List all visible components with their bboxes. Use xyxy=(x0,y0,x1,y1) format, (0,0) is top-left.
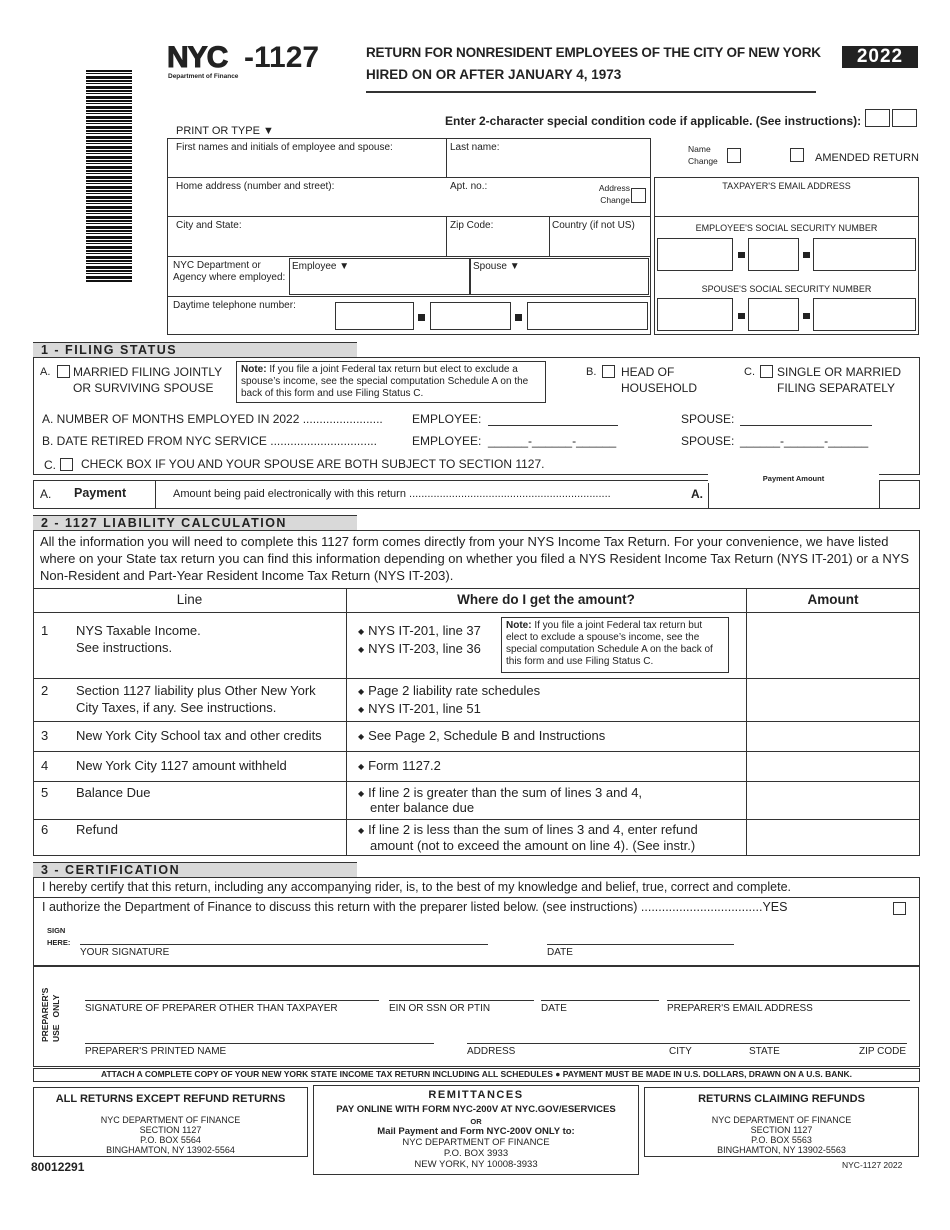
print-or-type: PRINT OR TYPE ▼ xyxy=(176,125,274,137)
row-2-desc1: Section 1127 liability plus Other New York xyxy=(76,683,316,698)
row-4-desc1: New York City 1127 amount withheld xyxy=(76,758,287,773)
months-spouse-field[interactable] xyxy=(740,425,872,426)
retired-employee-label: EMPLOYEE: xyxy=(412,434,482,448)
filing-a-text2: OR SURVIVING SPOUSE xyxy=(73,381,214,395)
special-code-label: Enter 2-character special condition code if applicable. (See instructions): xyxy=(445,114,862,128)
certification-header: 3 - CERTIFICATION xyxy=(33,862,357,877)
row-2-desc2: City Taxes, if any. See instructions. xyxy=(76,700,277,715)
row-2-where2: ◆ NYS IT-201, line 51 xyxy=(358,701,481,716)
country-label: Country (if not US) xyxy=(552,220,635,231)
remittances-title: REMITTANCES xyxy=(428,1089,524,1101)
all-returns-l4: BINGHAMTON, NY 13902-5564 xyxy=(106,1145,235,1155)
col-amount-header: Amount xyxy=(807,592,859,607)
row-6-amount[interactable] xyxy=(748,821,919,855)
col-where-header: Where do I get the amount? xyxy=(457,592,635,607)
liability-intro: All the information you will need to complete this 1127 form comes directly from your NYS Income Tax Return. For your convenience, we have listed where on your State tax return you can find this information depending on whether you filed a NYS Resident Income Tax Return (NYS IT-201) or a NYS Non-Resident and Part-Year Resident Income Tax Return (NYS IT-203). xyxy=(40,534,910,583)
row-2-number: 2 xyxy=(41,683,49,698)
retired-spouse-date[interactable]: ______-______-______ xyxy=(740,434,869,448)
sign-here-label: SIGN HERE: xyxy=(47,926,71,947)
row-1-desc1: NYS Taxable Income. xyxy=(76,623,201,638)
months-spouse-label: SPOUSE: xyxy=(681,412,735,426)
phone-sep-2 xyxy=(515,314,522,321)
date-field[interactable]: DATE xyxy=(547,944,734,958)
dept-name: Department of Finance xyxy=(168,73,239,80)
months-employee-field[interactable] xyxy=(488,425,618,426)
all-returns-l1: NYC DEPARTMENT OF FINANCE xyxy=(100,1115,241,1125)
row-4-amount[interactable] xyxy=(748,753,919,780)
payment-amount-field[interactable] xyxy=(710,484,878,508)
name-change-label: Name Change xyxy=(688,144,718,166)
row-6-where1: ◆ If line 2 is less than the sum of lines 3 and 4, enter refund xyxy=(358,822,698,837)
filing-c-text2: FILING SEPARATELY xyxy=(777,381,896,395)
address-change-checkbox[interactable] xyxy=(631,188,646,203)
refunds-l2: SECTION 1127 xyxy=(750,1125,813,1135)
row-5-desc1: Balance Due xyxy=(76,785,151,800)
retired-employee-date[interactable]: ______-______-______ xyxy=(488,434,617,448)
row-2-where1: ◆ Page 2 liability rate schedules xyxy=(358,683,540,698)
employee-agency-label: Employee ▼ xyxy=(292,261,350,272)
attach-text: ATTACH A COMPLETE COPY OF YOUR NEW YORK STATE INCOME TAX RETURN INCLUDING ALL SCHEDULES ● PAYMENT MUST BE MADE IN U.S. DOLLARS, DRAWN ON A U.S. BANK. xyxy=(100,1069,853,1079)
all-returns-l2: SECTION 1127 xyxy=(139,1125,202,1135)
both-subject-label: CHECK BOX IF YOU AND YOUR SPOUSE ARE BOTH SUBJECT TO SECTION 1127. xyxy=(81,457,545,471)
city-state-label: City and State: xyxy=(176,220,242,231)
last-name-label: Last name: xyxy=(450,142,500,153)
tax-year: 2022 xyxy=(842,46,918,68)
filing-a-text1: MARRIED FILING JOINTLY xyxy=(73,365,223,379)
payment-amount-header: Payment Amount xyxy=(708,474,879,483)
filing-b-letter: B. xyxy=(586,366,597,378)
preparer-name-field[interactable]: PREPARER'S PRINTED NAME xyxy=(85,1043,434,1057)
ein-field[interactable]: EIN OR SSN OR PTIN xyxy=(389,1000,534,1014)
row-5-number: 5 xyxy=(41,785,49,800)
remittances-l2: Mail Payment and Form NYC-200V ONLY to: xyxy=(377,1126,575,1137)
certify-text: I hereby certify that this return, including any accompanying rider, is, to the best of my knowledge and belief, true, correct and complete. xyxy=(42,880,792,894)
preparer-signature-field[interactable]: SIGNATURE OF PREPARER OTHER THAN TAXPAYER xyxy=(85,1000,379,1014)
remittances-or: OR xyxy=(470,1117,482,1126)
refunds-l4: BINGHAMTON, NY 13902-5563 xyxy=(717,1145,846,1155)
liability-header: 2 - 1127 LIABILITY CALCULATION xyxy=(33,515,357,530)
form-code: 80012291 xyxy=(31,1160,85,1174)
row-5-where1: ◆ If line 2 is greater than the sum of lines 3 and 4, xyxy=(358,785,642,800)
remittances-l3: NYC DEPARTMENT OF FINANCE xyxy=(402,1137,550,1148)
preparers-use-only-label: PREPARER'S USE ONLY xyxy=(40,987,61,1042)
row-3-amount[interactable] xyxy=(748,723,919,750)
state-label: STATE xyxy=(749,1046,780,1057)
refunds-title: RETURNS CLAIMING REFUNDS xyxy=(698,1093,865,1105)
spouse-ssn-label: SPOUSE'S SOCIAL SECURITY NUMBER xyxy=(701,284,872,294)
spouse-agency-label: Spouse ▼ xyxy=(473,261,520,272)
name-change-checkbox[interactable] xyxy=(727,148,741,163)
payment-text: Amount being paid electronically with this return .................................................................. xyxy=(173,488,611,500)
filing-status-a-checkbox[interactable] xyxy=(57,365,70,378)
date-retired-label: B. DATE RETIRED FROM NYC SERVICE ................................ xyxy=(42,434,377,448)
filing-a-letter: A. xyxy=(40,366,51,378)
all-returns-title: ALL RETURNS EXCEPT REFUND RETURNS xyxy=(55,1093,286,1105)
phone-area-code[interactable] xyxy=(335,302,414,330)
filing-status-c-checkbox[interactable] xyxy=(760,365,773,378)
payment-a-end: A. xyxy=(691,487,703,501)
filing-note-box: Note: If you file a joint Federal tax return but elect to exclude a spouse’s income, see the special computation Schedule A on the back of this form and use Filing Status C. xyxy=(236,361,546,403)
special-code-box-1[interactable] xyxy=(865,109,890,127)
check-c-letter: C. xyxy=(44,458,56,472)
authorize-text: I authorize the Department of Finance to discuss this return with the preparer listed below. (see instructions) ...................................YES xyxy=(42,900,788,914)
phone-sep-1 xyxy=(418,314,425,321)
city-label: CITY xyxy=(669,1046,692,1057)
title-line1: RETURN FOR NONRESIDENT EMPLOYEES OF THE CITY OF NEW YORK xyxy=(366,45,821,60)
row-3-where1: ◆ See Page 2, Schedule B and Instructions xyxy=(358,728,605,743)
payment-label: Payment xyxy=(74,486,127,500)
home-address-label: Home address (number and street): xyxy=(176,181,335,192)
first-names-label: First names and initials of employee and spouse: xyxy=(176,142,393,153)
row-1-where2: ◆ NYS IT-203, line 36 xyxy=(358,641,481,656)
remittances-l1: PAY ONLINE WITH FORM NYC-200V AT NYC.GOV/ESERVICES xyxy=(336,1104,616,1115)
remittances-l5: NEW YORK, NY 10008-3933 xyxy=(414,1159,538,1170)
row-1-amount[interactable] xyxy=(748,614,919,677)
row-4-number: 4 xyxy=(41,758,49,773)
both-subject-checkbox[interactable] xyxy=(60,458,73,471)
row-6-number: 6 xyxy=(41,822,49,837)
amended-return-checkbox[interactable] xyxy=(790,148,804,162)
taxpayer-email-label: TAXPAYER'S EMAIL ADDRESS xyxy=(722,181,851,191)
daytime-phone-label: Daytime telephone number: xyxy=(173,300,296,311)
row-2-amount[interactable] xyxy=(748,680,919,720)
spouse-ssn-part2[interactable] xyxy=(748,298,799,331)
row-1-desc2: See instructions. xyxy=(76,640,173,655)
authorize-yes-checkbox[interactable] xyxy=(893,902,906,915)
special-code-box-2[interactable] xyxy=(892,109,917,127)
spouse-ssn-part3[interactable] xyxy=(813,298,916,331)
row-6-desc1: Refund xyxy=(76,822,118,837)
months-employee-label: EMPLOYEE: xyxy=(412,412,482,426)
phone-prefix[interactable] xyxy=(430,302,511,330)
zip-label: ZIP CODE xyxy=(859,1046,907,1057)
preparer-date-field[interactable]: DATE xyxy=(541,1000,659,1014)
employee-ssn-part2[interactable] xyxy=(748,238,799,271)
zip-code-label: Zip Code: xyxy=(450,220,494,231)
col-line-header: Line xyxy=(176,592,203,607)
row-5-amount[interactable] xyxy=(748,783,919,818)
row-3-number: 3 xyxy=(41,728,49,743)
row-1-where1: ◆ NYS IT-201, line 37 xyxy=(358,623,481,638)
refunds-l3: P.O. BOX 5563 xyxy=(751,1135,812,1145)
row-1-note-box: Note: If you file a joint Federal tax return but elect to exclude a spouse’s income, see the special computation Schedule A on the back of this form and use Filing Status C. xyxy=(501,617,729,673)
filing-b-text2: HOUSEHOLD xyxy=(621,381,698,395)
form-footer-id: NYC-1127 2022 xyxy=(842,1160,903,1170)
your-signature-field[interactable]: YOUR SIGNATURE xyxy=(80,944,488,958)
retired-spouse-label: SPOUSE: xyxy=(681,434,735,448)
nyc-logo: NYC xyxy=(167,41,228,74)
employee-ssn-part1[interactable] xyxy=(657,238,733,271)
months-employed-label: A. NUMBER OF MONTHS EMPLOYED IN 2022 ........................ xyxy=(42,412,383,426)
row-3-desc1: New York City School tax and other credits xyxy=(76,728,322,743)
phone-line-number[interactable] xyxy=(527,302,648,330)
filing-c-letter: C. xyxy=(744,366,755,378)
filing-b-text1: HEAD OF xyxy=(621,365,675,379)
row-4-where1: ◆ Form 1127.2 xyxy=(358,758,441,773)
form-number: -1127 xyxy=(244,41,320,74)
preparer-email-field[interactable]: PREPARER'S EMAIL ADDRESS xyxy=(667,1000,910,1014)
row-1-number: 1 xyxy=(41,623,49,638)
row-5-where2: enter balance due xyxy=(370,800,475,815)
filing-status-header: 1 - FILING STATUS xyxy=(33,342,357,357)
title-line2: HIRED ON OR AFTER JANUARY 4, 1973 xyxy=(366,67,622,82)
employee-ssn-part3[interactable] xyxy=(813,238,916,271)
barcode xyxy=(86,70,132,282)
filing-c-text1: SINGLE OR MARRIED xyxy=(777,365,902,379)
amended-return-label: AMENDED RETURN xyxy=(815,152,919,164)
address-change-label: Address Change xyxy=(598,183,630,205)
spouse-ssn-part1[interactable] xyxy=(657,298,733,331)
apt-no-label: Apt. no.: xyxy=(450,181,488,192)
all-returns-l3: P.O. BOX 5564 xyxy=(140,1135,201,1145)
filing-status-b-checkbox[interactable] xyxy=(602,365,615,378)
employee-ssn-label: EMPLOYEE'S SOCIAL SECURITY NUMBER xyxy=(695,223,878,233)
refunds-l1: NYC DEPARTMENT OF FINANCE xyxy=(711,1115,852,1125)
payment-a-letter: A. xyxy=(40,487,52,501)
preparer-address-field[interactable]: ADDRESS xyxy=(467,1043,907,1057)
remittances-l4: P.O. BOX 3933 xyxy=(443,1148,509,1159)
nyc-dept-label: NYC Department or Agency where employed: xyxy=(173,260,286,283)
row-6-where2: amount (not to exceed the amount on line 4). (See instr.) xyxy=(370,838,696,853)
